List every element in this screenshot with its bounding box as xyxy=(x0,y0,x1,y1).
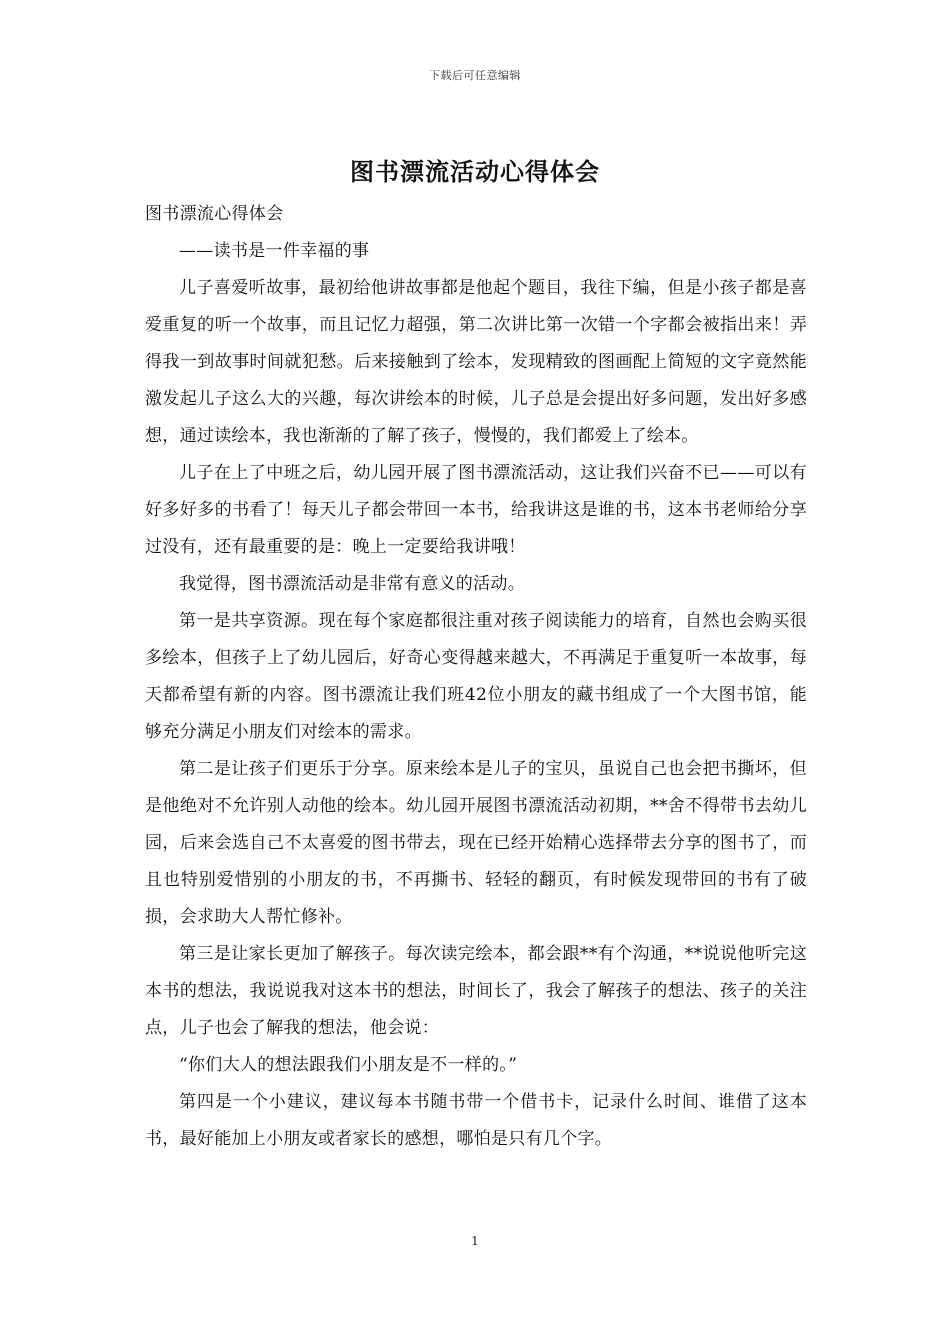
paragraph: 儿子在上了中班之后，幼儿园开展了图书漂流活动，这让我们兴奋不已——可以有好多好多的书看了！每天儿子都会带回一本书，给我讲这是谁的书，这本书老师给分享过没有，还有最重要的是：晚上一定要给我讲哦！ xyxy=(145,463,807,557)
document-title: 图书漂流活动心得体会 xyxy=(350,157,600,186)
paragraph: 我觉得，图书漂流活动是非常有意义的活动。 xyxy=(179,574,525,594)
paragraph: 儿子喜爱听故事，最初给他讲故事都是他起个题目，我往下编，但是小孩子都是喜爱重复的听一个故事，而且记忆力超强，第二次讲比第一次错一个字都会被指出来！弄得我一到故事时间就犯愁。后来接触到了绘本，发现精致的图画配上简短的文字竟然能激发起儿子这么大的兴趣，每次讲绘本的时候，儿子总是会提出好多问题，发出好多感想，通过读绘本，我也渐渐的了解了孩子，慢慢的，我们都爱上了绘本。 xyxy=(145,278,807,446)
document-body xyxy=(145,196,807,1158)
page-number: 1 xyxy=(471,1234,479,1248)
paragraph: 第四是一个小建议，建议每本书随书带一个借书卡，记录什么时间、谁借了这本书，最好能加上小朋友或者家长的感想，哪怕是只有几个字。 xyxy=(145,1092,807,1149)
page-header: 下载后可任意编辑 xyxy=(429,69,521,82)
document-subtitle: 图书漂流心得体会 xyxy=(145,204,284,224)
quote-paragraph: “你们大人的想法跟我们小朋友是不一样的。” xyxy=(179,1055,518,1075)
paragraph: 第三是让家长更加了解孩子。每次读完绘本，都会跟**有个沟通，**说说他听完这本书的想法，我说说我对这本书的想法，时间长了，我会了解孩子的想法、孩子的关注点，儿子也会了解我的想法，他会说： xyxy=(145,944,807,1038)
paragraph: 第一是共享资源。现在每个家庭都很注重对孩子阅读能力的培育，自然也会购买很多绘本，但孩子上了幼儿园后，好奇心变得越来越大，不再满足于重复听一本故事，每天都希望有新的内容。图书漂流让我们班42位小朋友的藏书组成了一个大图书馆，能够充分满足小朋友们对绘本的需求。 xyxy=(145,611,807,742)
document-tagline: ——读书是一件幸福的事 xyxy=(179,241,370,261)
paragraph: 第二是让孩子们更乐于分享。原来绘本是儿子的宝贝，虽说自己也会把书撕坏，但是他绝对不允许别人动他的绘本。幼儿园开展图书漂流活动初期，**舍不得带书去幼儿园，后来会选自己不太喜爱的图书带去，现在已经开始精心选择带去分享的图书了，而且也特别爱惜别的小朋友的书，不再撕书、轻轻的翻页，有时候发现带回的书有了破损，会求助大人帮忙修补。 xyxy=(145,759,807,927)
